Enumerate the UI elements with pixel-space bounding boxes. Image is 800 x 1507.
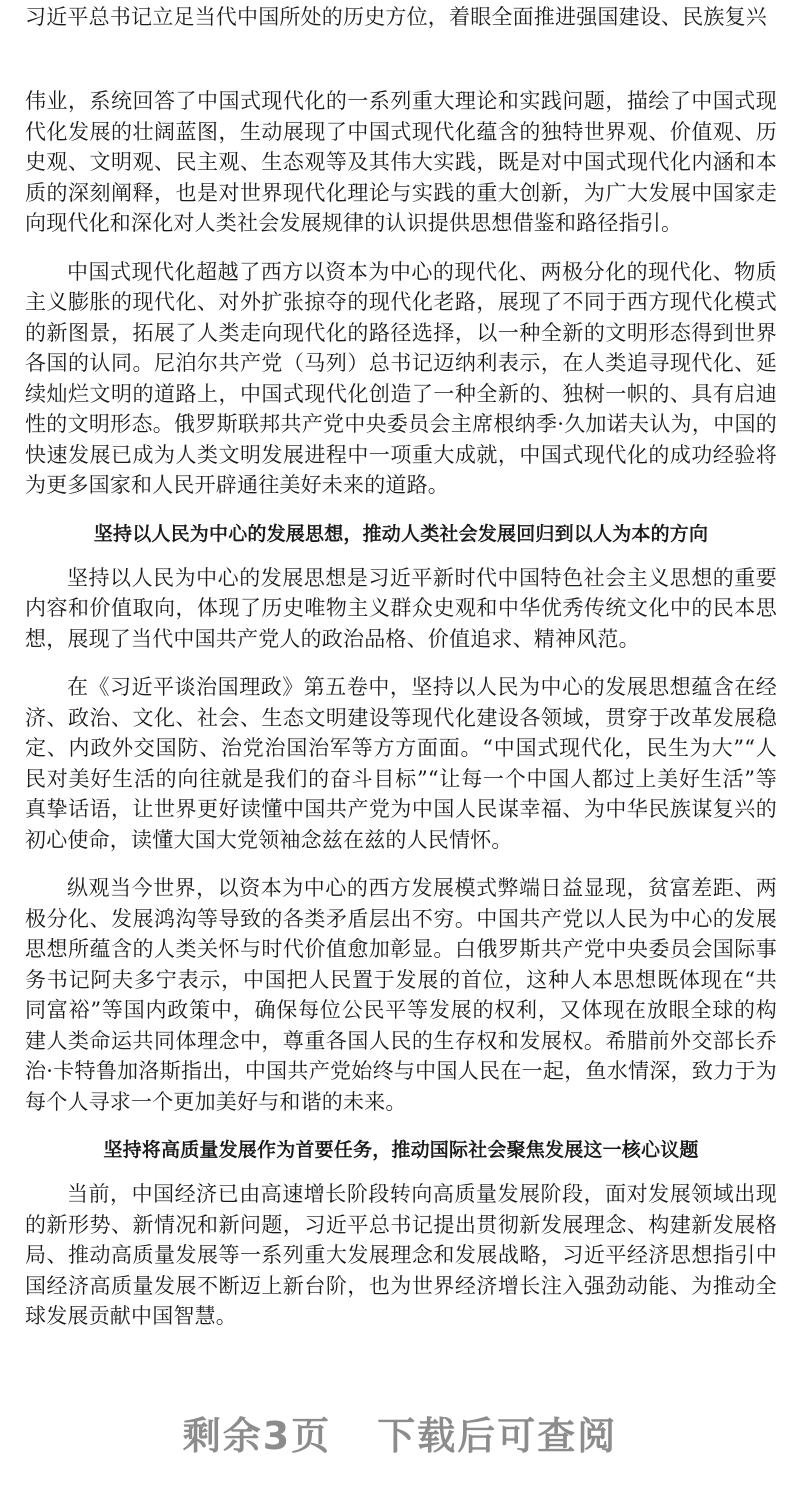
remaining-pages-label: 剩余3页 — [182, 1414, 332, 1458]
document-top-line: 习近平总书记立足当代中国所处的历史方位，着眼全面推进强国建设、民族复兴 — [25, 5, 767, 29]
download-prompt-banner[interactable] — [0, 1405, 800, 1460]
document-body — [25, 86, 777, 1350]
body-paragraph: 坚持以人民为中心的发展思想是习近平新时代中国特色社会主义思想的重要内容和价值取向，体现了历史唯物主义群众史观和中华优秀传统文化中的民本思想，展现了当代中国共产党人的政治品格、价值追求、精神风范。 — [25, 565, 777, 651]
body-paragraph: 纵观当今世界，以资本为中心的西方发展模式弊端日益显现，贫富差距、两极分化、发展鸿沟等导致的各类矛盾层出不穷。中国共产党以人民为中心的发展思想所蕴含的人类关怀与时代价值愈加彰显。白俄罗斯共产党中央委员会国际事务书记阿夫多宁表示，中国把人民置于发展的首位，这种人本思想既体现在“共同富裕”等国内政策中，确保每位公民平等发展的权利，又体现在放眼全球的构建人类命运共同体理念中，尊重各国人民的生存权和发展权。希腊前外交部长乔治·卡特鲁加洛斯指出，中国共产党始终与中国人民在一起，鱼水情深，致力于为每个人寻求一个更加美好与和谐的未来。 — [25, 876, 777, 1114]
body-paragraph: 伟业，系统回答了中国式现代化的一系列重大理论和实践问题，描绘了中国式现代化发展的壮阔蓝图，生动展现了中国式现代化蕴含的独特世界观、价值观、历史观、文明观、民主观、生态观等及其伟大实践，既是对中国式现代化内涵和本质的深刻阐释，也是对世界现代化理论与实践的重大创新，为广大发展中国家走向现代化和深化对人类社会发展规律的认识提供思想借鉴和路径指引。 — [25, 89, 777, 235]
body-paragraph: 在《习近平谈治国理政》第五卷中，坚持以人民为中心的发展思想蕴含在经济、政治、文化、社会、生态文明建设等现代化建设各领域，贯穿于改革发展稳定、内政外交国防、治党治国治军等方方面面。“中国式现代化，民生为大”“人民对美好生活的向往就是我们的奋斗目标”“让每一个中国人都过上美好生活”等真挚话语，让世界更好读懂中国共产党为中国人民谋幸福、为中华民族谋复兴的初心使命，读懂大国大党领袖念兹在兹的人民情怀。 — [25, 675, 777, 852]
section-heading: 坚持将高质量发展作为首要任务，推动国际社会聚焦发展这一核心议题 — [103, 1139, 699, 1161]
download-action-label[interactable]: 下载后可查阅 — [377, 1414, 618, 1458]
body-paragraph: 中国式现代化超越了西方以资本为中心的现代化、两极分化的现代化、物质主义膨胀的现代化、对外扩张掠夺的现代化老路，展现了不同于西方现代化模式的新图景，拓展了人类走向现代化的路径选择，以一种全新的文明形态得到世界各国的认同。尼泊尔共产党（马列）总书记迈纳利表示，在人类追寻现代化、延续灿烂文明的道路上，中国式现代化创造了一种全新的、独树一帜的、具有启迪性的文明形态。俄罗斯联邦共产党中央委员会主席根纳季·久加诺夫认为，中国的快速发展已成为人类文明发展进程中一项重大成就，中国式现代化的成功经验将为更多国家和人民开辟通往美好未来的道路。 — [25, 259, 777, 497]
body-paragraph: 当前，中国经济已由高速增长阶段转向高质量发展阶段，面对发展领域出现的新形势、新情况和新问题，习近平总书记提出贯彻新发展理念、构建新发展格局、推动高质量发展等一系列重大发展理念和发展战略，习近平经济思想指引中国经济高质量发展不断迈上新台阶，也为世界经济增长注入强劲动能、为推动全球发展贡献中国智慧。 — [25, 1182, 777, 1328]
section-heading: 坚持以人民为中心的发展思想，推动人类社会发展回归到以人为本的方向 — [93, 522, 709, 545]
